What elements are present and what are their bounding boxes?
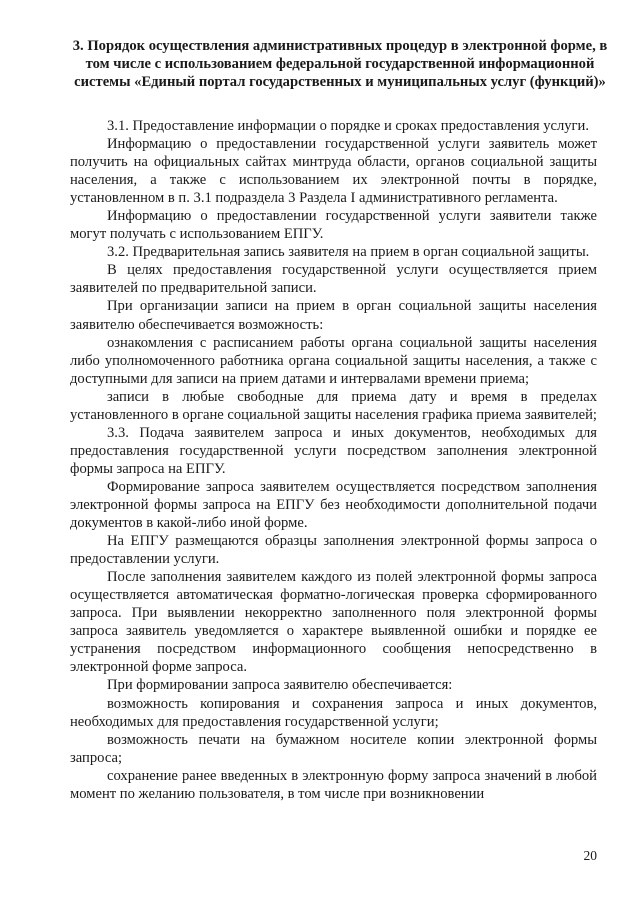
paragraph: Информацию о предоставлении государственной услуги заявитель может получить на официальных сайтах минтруда области, органов социальной защиты населения, а также с использованием их электронной почты в порядке, установленном в п. 3.1 подраздела 3 Раздела I административного регламента. [70,136,597,207]
body-text [70,117,597,803]
paragraph: Формирование запроса заявителем осуществляется посредством заполнения электронной формы запроса на ЕПГУ без необходимости дополнительной подачи документов в какой-либо иной форме. [70,478,597,532]
paragraph: При формировании запроса заявителю обеспечивается: [107,677,453,694]
paragraph: При организации записи на прием в орган социальной защиты населения заявителю обеспечивается возможность: [70,298,597,333]
paragraph: На ЕПГУ размещаются образцы заполнения электронной формы запроса о предоставлении услуги. [70,533,597,568]
paragraph: После заполнения заявителем каждого из полей электронной формы запроса осуществляется автоматическая форматно-логическая проверка сформированного запроса. При выявлении некорректно заполненного поля электронной формы запроса заявитель уведомляется о характере выявленной ошибки и порядке ее устранения посредством информационного сообщения непосредственно в электронной форме запроса. [70,569,597,676]
paragraph: В целях предоставления государственной услуги осуществляется прием заявителей по предварительной записи. [70,262,597,297]
paragraph: Информацию о предоставлении государственной услуги заявители также могут получать с использованием ЕПГУ. [70,208,597,243]
paragraph: 3.1. Предоставление информации о порядке и сроках предоставления услуги. [107,118,589,134]
paragraph: 3.3. Подача заявителем запроса и иных документов, необходимых для предоставления государственной услуги посредством заполнения электронной формы запроса на ЕПГУ. [70,424,597,477]
paragraph: сохранение ранее введенных в электронную форму запроса значений в любой момент по желанию пользователя, в том числе при возникновении [70,767,597,802]
paragraph: ознакомления с расписанием работы органа социальной защиты населения либо уполномоченного работника органа социальной защиты населения, а также с доступными для записи на прием датами и интервалами времени приема; [70,334,597,387]
section-heading: 3. Порядок осуществления административных процедур в электронной форме, в том числе с использованием федеральной государственной информационной системы «Единый портал государственных и муниципальных услуг (функций)» [72,38,608,90]
page-number: 20 [583,848,597,863]
paragraph: 3.2. Предварительная запись заявителя на прием в орган социальной защиты. [107,244,590,261]
paragraph: возможность печати на бумажном носителе копии электронной формы запроса; [70,731,597,766]
paragraph: записи в любые свободные для приема дату и время в пределах установленного в органе социальной защиты населения графика приема заявителей; [70,388,597,423]
paragraph: возможность копирования и сохранения запроса и иных документов, необходимых для предоставления государственной услуги; [70,695,597,730]
